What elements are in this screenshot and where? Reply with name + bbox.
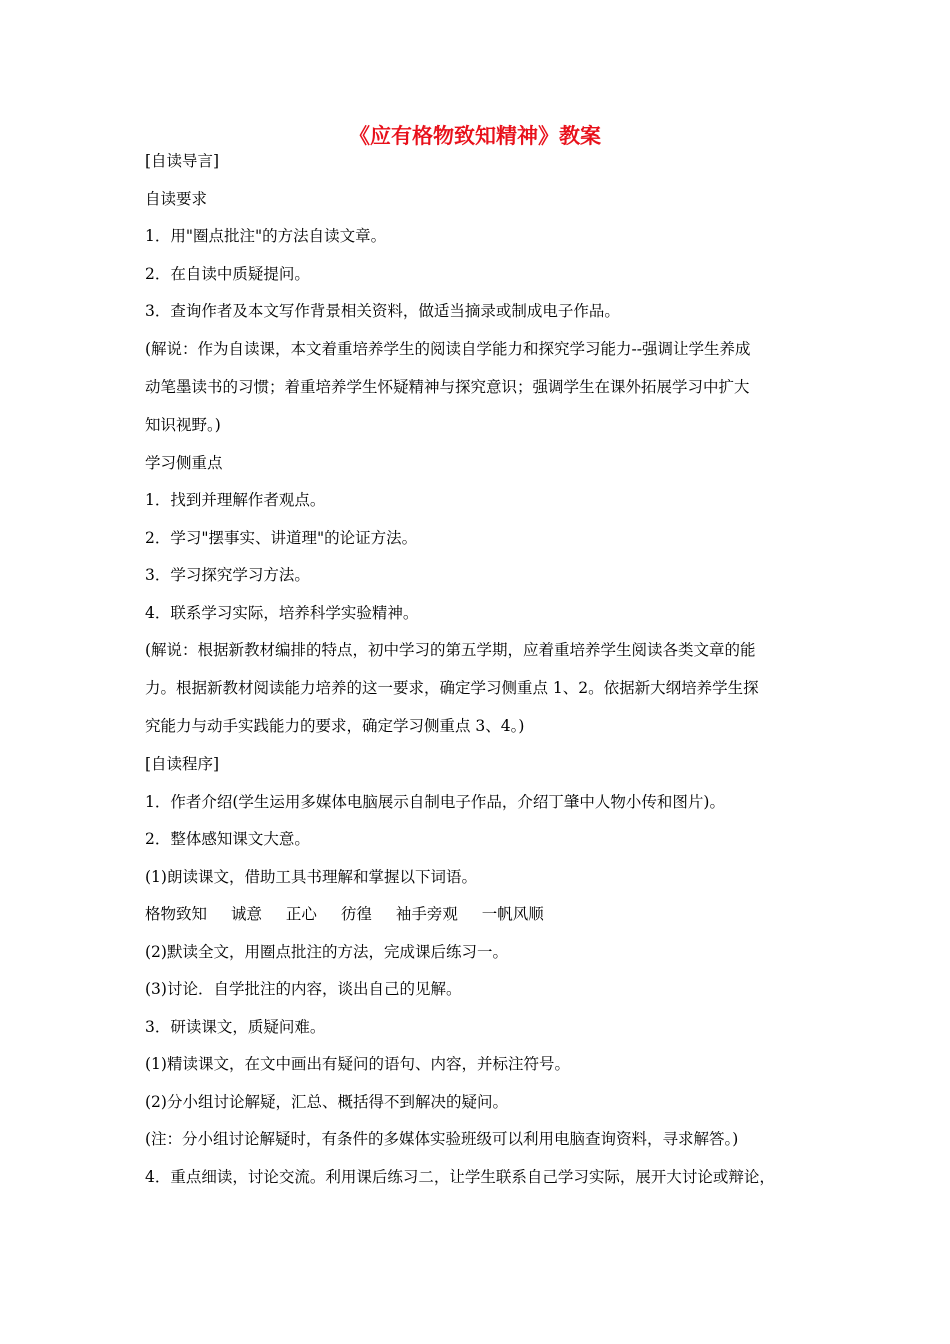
section-heading: [自读导言] — [145, 152, 220, 170]
vocab-list — [145, 899, 825, 937]
document-body — [145, 146, 825, 1199]
list-item: 1．用"圈点批注"的方法自读文章。 — [145, 227, 387, 245]
list-item: 1．找到并理解作者观点。 — [145, 491, 326, 509]
list-item: 3．学习探究学习方法。 — [145, 566, 310, 584]
subheading: 自读要求 — [145, 189, 208, 208]
list-item: 2．在自读中质疑提问。 — [145, 264, 310, 283]
vocab-word: 彷徨 — [340, 905, 372, 923]
vocab-word: 正心 — [285, 905, 317, 923]
list-item: 4．联系学习实际，培养科学实验精神。 — [145, 603, 419, 622]
vocab-word: 诚意 — [230, 905, 262, 923]
note-line: 知识视野。) — [145, 415, 221, 434]
list-item: 3．研读课文，质疑问难。 — [145, 1017, 326, 1036]
note-line: (解说：作为自读课，本文着重培养学生的阅读自学能力和探究学习能力--强调让学生养成 — [145, 339, 751, 358]
list-item: 3．查询作者及本文写作背景相关资料，做适当摘录或制成电子作品。 — [145, 302, 620, 320]
list-item: (2)分小组讨论解疑，汇总、概括得不到解决的疑问。 — [145, 1092, 508, 1111]
vocab-word: 袖手旁观 — [395, 905, 458, 923]
list-item: 1．作者介绍(学生运用多媒体电脑展示自制电子作品，介绍丁肇中人物小传和图片)。 — [145, 792, 725, 811]
list-item: (3)讨论．自学批注的内容，谈出自己的见解。 — [145, 980, 462, 998]
list-item: (2)默读全文，用圈点批注的方法，完成课后练习一。 — [145, 942, 508, 961]
note-line: (解说：根据新教材编排的特点，初中学习的第五学期，应着重培养学生阅读各类文章的能 — [145, 641, 756, 659]
note-line: 力。根据新教材阅读能力培养的这一要求，确定学习侧重点 1、2。依据新大纲培养学生探 — [145, 679, 759, 697]
list-item: 2．学习"摆事实、讲道理"的论证方法。 — [145, 528, 418, 547]
vocab-word: 一帆风顺 — [481, 905, 544, 923]
note-line: 究能力与动手实践能力的要求，确定学习侧重点 3、4。) — [145, 717, 525, 735]
list-item: 2．整体感知课文大意。 — [145, 830, 310, 848]
list-item: (1)精读课文，在文中画出有疑问的语句、内容，并标注符号。 — [145, 1055, 570, 1073]
list-item: 4．重点细读，讨论交流。利用课后练习二，让学生联系自己学习实际，展开大讨论或辩论， — [145, 1167, 775, 1186]
list-item: (1)朗读课文，借助工具书理解和掌握以下词语。 — [145, 867, 477, 886]
vocab-word: 格物致知 — [145, 905, 208, 923]
note-line: (注：分小组讨论解疑时，有条件的多媒体实验班级可以利用电脑查询资料，寻求解答。) — [145, 1130, 739, 1148]
section-heading: [自读程序] — [145, 755, 220, 773]
subheading: 学习侧重点 — [145, 453, 223, 472]
document-title: 《应有格物致知精神》教案 — [349, 123, 601, 148]
note-line: 动笔墨读书的习惯；着重培养学生怀疑精神与探究意识；强调学生在课外拓展学习中扩大 — [145, 377, 750, 396]
